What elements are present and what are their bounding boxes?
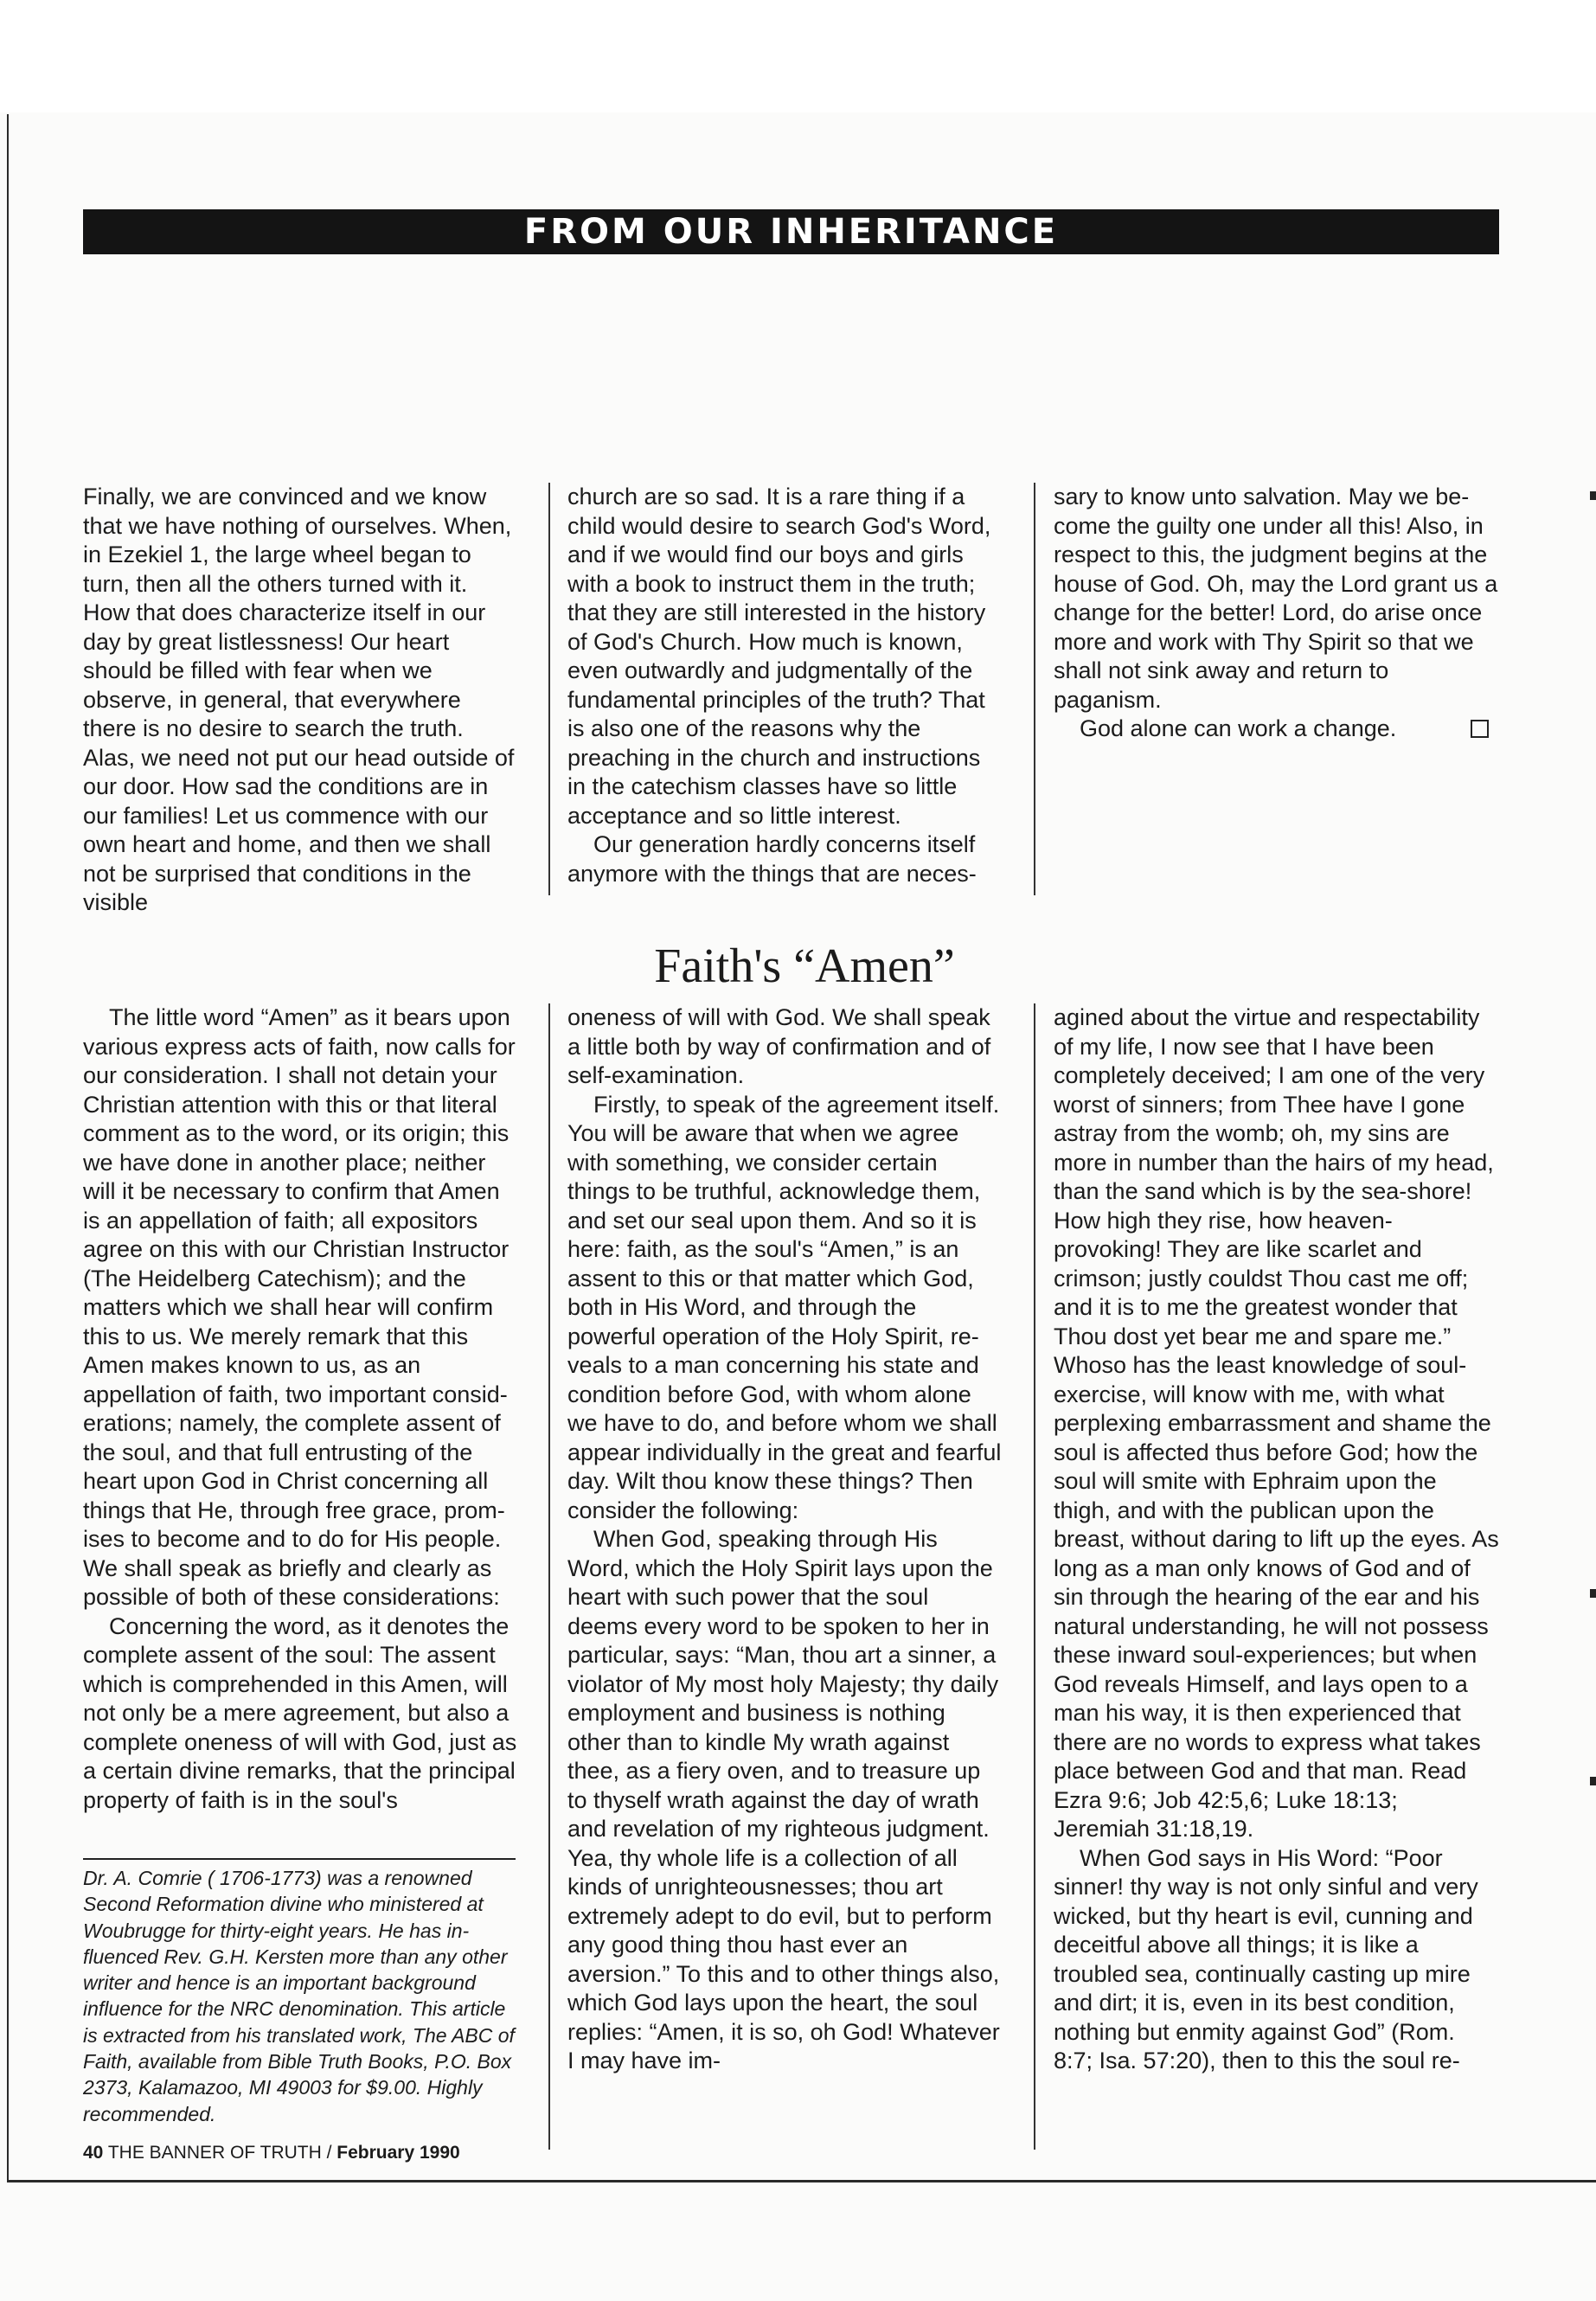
- issue-date: February 1990: [337, 2143, 460, 2163]
- binding-mark: [1590, 1777, 1596, 1785]
- column-divider: [1034, 483, 1035, 895]
- article-paragraph: The little word “Amen” as it bears upon various express acts of faith, now calls for our consideration. I shall not detain your Christian attention with this or that literal comment as to the word, or its origin; this we have done in another place; neither will it be necessary to confirm that Amen is an appellation of faith; all expositors agree on this with our Christian Instructor (The Heidelberg Catechism); and the matters which we shall hear will confirm this to us. We merely remark that this Amen makes known to us, as an appellation of faith, two important considerations; namely, the complete assent of the soul, and that full entrusting of the heart upon God in Christ concerning all things that He, through free grace, promises to become and to do for His people. We shall speak as briefly and clearly as possible of both of these considerations:: [83, 1004, 516, 1610]
- article-paragraph: agined about the virtue and respectability of my life, I now see that I have been completely deceived; I am one of the very worst of sinners; from Thee have I gone astray from the womb; oh, my sins are more in number than the hairs of my head, than the sand which is by the sea-shore! How high they rise, how heaven-provoking! They are like scarlet and crimson; justly couldst Thou cast me off; and it is to me the greatest wonder that Thou dost yet bear me and spare me.” Whoso has the least knowledge of soul-exercise, will know with me, with what perplexing embarrassment and shame the soul is affected thus before God; how the soul will smite with Ephraim upon the thigh, and with the publican upon the breast, without daring to lift up the eyes. As long as a man only knows of God and of sin through the hearing of the ear and his natural understanding, he will not possess these inward soul-experiences; but when God reveals Himself, and lays open to a man his way, it is then experienced that there are no words to express what takes place between God and that man. Read Ezra 9:6; Job 42:5,6; Luke 18:13; Jeremiah 31:18,19.: [1054, 1004, 1499, 1842]
- top-article-paragraph: church are so sad. It is a rare thing if a child would desire to search God's Word, and if we would find our boys and girls with a book to instruct them in the truth; that they are still interested in the history of God's Church. How much is known, even outwardly and judgmentally of the fundamental principles of the truth? That is also one of the reasons why the preaching in the church and instructions in the catechism classes have so little acceptance and so little interest.: [567, 484, 991, 829]
- left-border-rule: [7, 114, 9, 2182]
- column-divider: [548, 1003, 550, 2150]
- top-article-paragraph: Our generation hardly concerns itself anymore with the things that are neces-: [567, 831, 977, 887]
- article-paragraph: Concerning the word, as it denotes the complete assent of the soul: The assent which is comprehended in this Amen, will not only be a mere agreement, but also a complete oneness of will with God, just as a certain divine remarks, that the principal property of faith is in the soul's: [83, 1612, 517, 1813]
- top-article-paragraph: Finally, we are convinced and we know that we have nothing of ourselves. When, in Ezekiel 1, the large wheel began to turn, then all the others turned with it. How that does characterize itself in our day by great listlessness! Our heart should be filled with fear when we observe, in general, that everywhere there is no desire to search the truth. Alas, we need not put our head outside of our door. How sad the conditions are in our families! Let us commence with our own heart and home, and then we shall not be surprised that conditions in the visible: [83, 484, 515, 915]
- closing-line: [1054, 715, 1499, 744]
- bottom-border-rule: [7, 2180, 1596, 2182]
- top-article-column-3: [1054, 483, 1499, 744]
- top-article-paragraph: sary to know unto salvation. May we become the guilty one under all this! Also, in respect to this, the judgment begins at the house of God. Oh, may the Lord grant us a change for the better! Lord, do arise once more and work with Thy Spirit so that we shall not sink away and return to paganism.: [1054, 484, 1498, 713]
- article-column-1: [83, 1003, 520, 1815]
- article-column-2: [567, 1003, 1004, 2076]
- author-bio: [83, 1865, 520, 2127]
- article-title: Faith's “Amen”: [654, 939, 955, 993]
- top-article-column-1: [83, 483, 520, 918]
- page-top-margin: [0, 0, 1596, 112]
- top-article-column-2: [567, 483, 1004, 888]
- page-footer: [83, 2143, 460, 2163]
- column-divider: [1034, 1003, 1035, 2150]
- section-banner: FROM OUR INHERITANCE: [83, 209, 1499, 254]
- column-divider: [548, 483, 550, 895]
- article-column-3: [1054, 1003, 1499, 2076]
- article-paragraph: Firstly, to speak of the agreement itself. You will be aware that when we agree with something, we consider certain things to be truthful, acknowledge them, and set our seal upon them. And so it is here: faith, as the soul's “Amen,” is an assent to this or that matter which God, both in His Word, and through the powerful operation of the Holy Spirit, reveals to a man concerning his state and condition before God, with whom alone we have to do, and before whom we shall appear individually in the great and fearful day. Wilt thou know these things? Then consider the following:: [567, 1091, 1002, 1523]
- article-paragraph: When God, speaking through His Word, which the Holy Spirit lays upon the heart with such power that the soul deems every word to be spoken to her in particular, says: “Man, thou art a sinner, a violator of My most holy Majesty; thy daily employment and business is nothing other than to kindle My wrath against thee, as a fiery oven, and to treasure up to thyself wrath against the day of wrath and revelation of my righteous judgment. Yea, thy whole life is a collection of all kinds of unrighteousnesses; thou art extremely adept to do evil, but to perform any good thing thou hast ever an aversion.” To this and to other things also, which God lays upon the heart, the soul replies: “Amen, it is so, oh God! Whatever I may have im-: [567, 1526, 1000, 2073]
- binding-mark: [1590, 491, 1596, 500]
- article-paragraph: When God says in His Word: “Poor sinner! thy way is not only sinful and very wicked, but thy heart is evil, cunning and deceitful above all things; it is like a troubled sea, continually casting up mire and dirt; it is, even in its best condition, nothing but enmity against God” (Rom. 8:7; Isa. 57:20), then to this the soul re-: [1054, 1844, 1478, 2073]
- page-number: 40: [83, 2143, 104, 2163]
- publication-name: THE BANNER OF TRUTH /: [107, 2143, 332, 2163]
- author-bio-text: Dr. A. Comrie ( 1706-1773) was a renowned Second Reformation divine who ministered at Woubrugge for thirty-eight years. He has influenced Rev. G.H. Kersten more than any other writer and hence is an important background influence for the NRC denomination. This article is extracted from his translated work, The ABC of Faith, available from Bible Truth Books, P.O. Box 2373, Kalamazoo, MI 49003 for $9.00. Highly recommended.: [83, 1867, 515, 2125]
- article-paragraph: oneness of will with God. We shall speak a little both by way of confirmation and of self-examination.: [567, 1004, 991, 1088]
- top-article-paragraph: God alone can work a change.: [1080, 715, 1397, 741]
- end-of-article-box-icon: [1471, 720, 1489, 738]
- bio-divider: [83, 1858, 516, 1860]
- binding-mark: [1590, 1589, 1596, 1598]
